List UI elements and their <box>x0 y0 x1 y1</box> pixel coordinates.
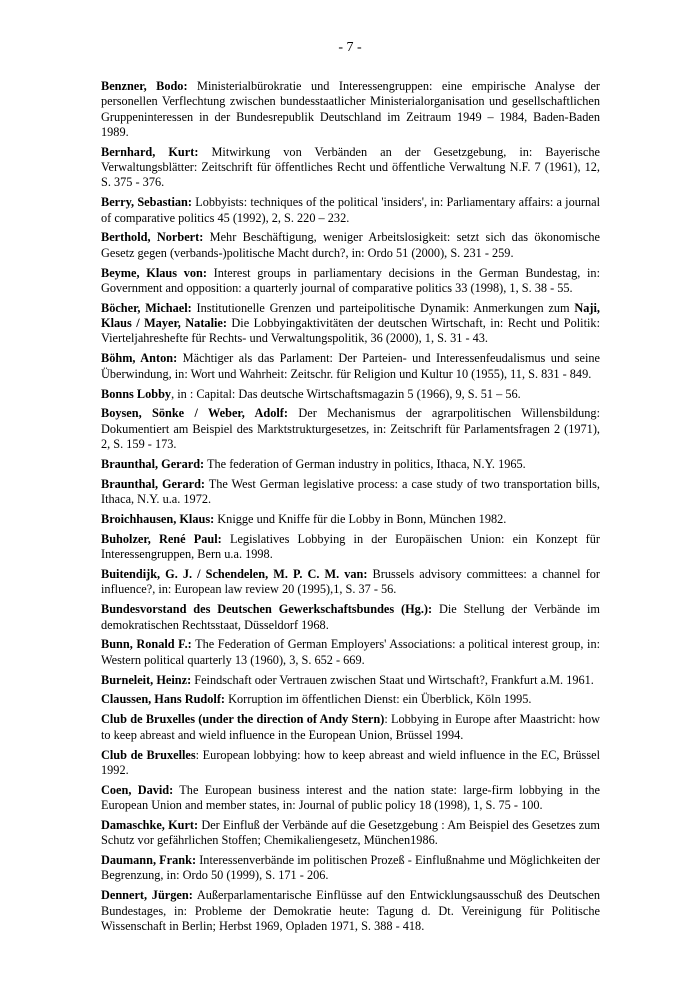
entry-author: Braunthal, Gerard: <box>101 456 205 471</box>
entry-author: Benzner, Bodo: <box>101 79 188 93</box>
entry-author: Dennert, Jürgen: <box>101 888 193 903</box>
bibliography-entry <box>101 673 600 688</box>
entry-author: Coen, David: <box>101 782 174 797</box>
entry-author: Böcher, Michael: <box>101 300 192 315</box>
entry-text: Feindschaft oder Vertrauen zwischen Staat und Wirtschaft?, Frankfurt a.M. 1961. <box>191 672 594 687</box>
entry-text: The West German legislative process: a case study of two transportation bills, Ithaca, N.Y. u.a. 1972. <box>101 476 601 507</box>
entry-text: Die Stellung der Verbände im demokratischen Rechtsstaat, Düsseldorf 1968. <box>101 602 600 632</box>
entry-text: Interest groups in parliamentary decisions in the German Bundestag, in: Government and opposition: a quarterly journal of comparative politics 33 (1998), 1, S. 38 - 55. <box>101 265 600 295</box>
bibliography-entry <box>101 301 600 347</box>
entry-text: : Lobbying in Europe after Maastricht: how to keep abreast and wield influence in the European Union, Brüssel 1994. <box>101 712 600 742</box>
bibliography-entry <box>101 818 600 849</box>
bibliography-entry <box>101 79 600 140</box>
bibliography-entry <box>101 512 600 527</box>
bibliography-entry <box>101 406 600 452</box>
bibliography-entry <box>101 602 600 633</box>
entry-text: , in : Capital: Das deutsche Wirtschaftsmagazin 5 (1966), 9, S. 51 – 56. <box>171 386 521 401</box>
entry-author: Burneleit, Heinz: <box>101 672 192 687</box>
bibliography-entry <box>101 853 600 884</box>
entry-author: Braunthal, Gerard: <box>101 476 206 491</box>
bibliography-entry <box>101 567 600 598</box>
entry-text: Der Einfluß der Verbände auf die Gesetzgebung : Am Beispiel des Gesetzes zum Schutz vor gefährlichen Stoffen; Chemikaliengesetz, München1986. <box>101 817 600 848</box>
entry-author: Boysen, Sönke / Weber, Adolf: <box>101 406 288 421</box>
bibliography-entry <box>101 888 600 934</box>
bibliography-entry <box>101 532 600 563</box>
entry-text: Lobbyists: techniques of the political 'insiders', in: Parliamentary affairs: a journal of comparative politics 45 (1992), 2, S. 220 – 232. <box>101 195 600 225</box>
entry-author: Buholzer, René Paul: <box>101 531 222 546</box>
bibliography-entry <box>101 637 600 668</box>
entry-text: Knigge und Kniffe für die Lobby in Bonn, München 1982. <box>214 511 507 526</box>
entry-text: Brussels advisory committees: a channel for influence?, in: European law review 20 (1995),1, S. 37 - 56. <box>101 567 600 597</box>
entry-author: Bernhard, Kurt: <box>101 144 199 159</box>
bibliography-entry <box>101 748 600 779</box>
bibliography-list <box>101 79 600 939</box>
bibliography-entry <box>101 230 600 261</box>
entry-text: Institutionelle Grenzen und parteipolitische Dynamik: Anmerkungen zum <box>191 300 575 315</box>
entry-author: Berry, Sebastian: <box>101 195 192 210</box>
entry-author: Naji, Klaus / Mayer, Natalie: <box>101 300 600 331</box>
entry-author: Bundesvorstand des Deutschen Gewerkschaftsbundes (Hg.): <box>101 602 433 617</box>
entry-text: Ministerialbürokratie und Interessengruppen: eine empirische Analyse der personellen Verflechtung zwischen bundesstaatlicher Ministerialorganisation und gesellschaftlichen Gruppeninteressen in der Bundesrepublik Deutschland im Zeitraum 1949 – 1984, Baden-Baden 1989. <box>101 79 600 139</box>
entry-text: : European lobbying: how to keep abreast and wield influence in the EC, Brüssel 1992. <box>101 747 600 777</box>
bibliography-entry <box>101 387 600 402</box>
entry-text: Legislatives Lobbying in der Europäischen Union: ein Konzept für Interessengruppen, Bern u.a. 1998. <box>101 531 601 562</box>
entry-text: Der Mechanismus der agrarpolitischen Willensbildung: Dokumentiert am Beispiel des Marktstrukturgesetzes, in: Zeitschrift für Parlamentsfragen 2 (1971), 2, S. 159 - 173. <box>101 406 600 451</box>
entry-author: Daumann, Frank: <box>101 853 197 868</box>
bibliography-entry <box>101 477 600 508</box>
bibliography-entry <box>101 457 600 472</box>
entry-author: Damaschke, Kurt: <box>101 817 199 832</box>
entry-author: Berthold, Norbert: <box>101 230 204 245</box>
entry-text: The Federation of German Employers' Associations: a political interest group, in: Western political quarterly 13 (1960), 3, S. 652 - 669. <box>101 637 601 667</box>
bibliography-entry <box>101 692 600 707</box>
bibliography-entry <box>101 712 600 743</box>
entry-text: Korruption im öffentlichen Dienst: ein Überblick, Köln 1995. <box>225 692 532 707</box>
bibliography-entry <box>101 195 600 226</box>
entry-text: Mehr Beschäftigung, weniger Arbeitslosigkeit: setzt sich das ökonomische Gesetz gegen (verbands-)politische Macht durch?, in: Ordo 51 (2000), S. 231 - 259. <box>101 230 600 260</box>
entry-text: Außerparlamentarische Einflüsse auf den Entwicklungsausschuß des Deutschen Bundestages, in: Probleme der Demokratie heute: Tagung d. Dt. Vereinigung für Politische Wissenschaft in Berlin; Herbst 1969, Opladen 1971, S. 388 - 418. <box>101 888 600 933</box>
entry-author: Bunn, Ronald F.: <box>101 637 192 652</box>
bibliography-entry <box>101 351 600 382</box>
entry-text: Mächtiger als das Parlament: Der Parteien- und Interessenfeudalismus und seine Überwindung, in: Wort und Wahrheit: Zeitschr. für Religion und Kultur 10 (1955), 11, S. 831 - 849. <box>101 351 600 381</box>
entry-author: Club de Bruxelles <box>101 747 196 762</box>
bibliography-entry <box>101 783 600 814</box>
entry-author: Beyme, Klaus von: <box>101 265 207 280</box>
entry-author: Buitendijk, G. J. / Schendelen, M. P. C. M. van: <box>101 567 368 582</box>
entry-author: Broichhausen, Klaus: <box>101 511 215 526</box>
bibliography-entry <box>101 145 600 191</box>
entry-text: Interessenverbände im politischen Prozeß - Einflußnahme und Möglichkeiten der Begrenzung, in: Ordo 50 (1999), S. 171 - 206. <box>101 853 600 883</box>
entry-text: Die Lobbyingaktivitäten der deutschen Wirtschaft, in: Recht und Politik: Vierteljahreshefte für Rechts- und Verwaltungspolitik, 36 (2000), 1, S. 31 - 43. <box>101 316 600 346</box>
entry-author: Bonns Lobby <box>101 386 172 401</box>
entry-text: The federation of German industry in politics, Ithaca, N.Y. 1965. <box>204 456 526 471</box>
entry-text: Mitwirkung von Verbänden an der Gesetzgebung, in: Bayerische Verwaltungsblätter: Zeitschrift für öffentliches Recht und öffentliche Verwaltung N.F. 7 (1961), 12, S. 375 - 376. <box>101 144 600 190</box>
entry-text: The European business interest and the nation state: large-firm lobbying in the European Union and member states, in: Journal of public policy 18 (1998), 1, S. 75 - 100. <box>101 782 600 813</box>
bibliography-entry <box>101 266 600 297</box>
page-number: - 7 - <box>338 40 362 55</box>
entry-author: Claussen, Hans Rudolf: <box>101 692 226 707</box>
entry-author: Club de Bruxelles (under the direction of Andy Stern) <box>101 712 385 727</box>
entry-author: Böhm, Anton: <box>101 351 178 366</box>
